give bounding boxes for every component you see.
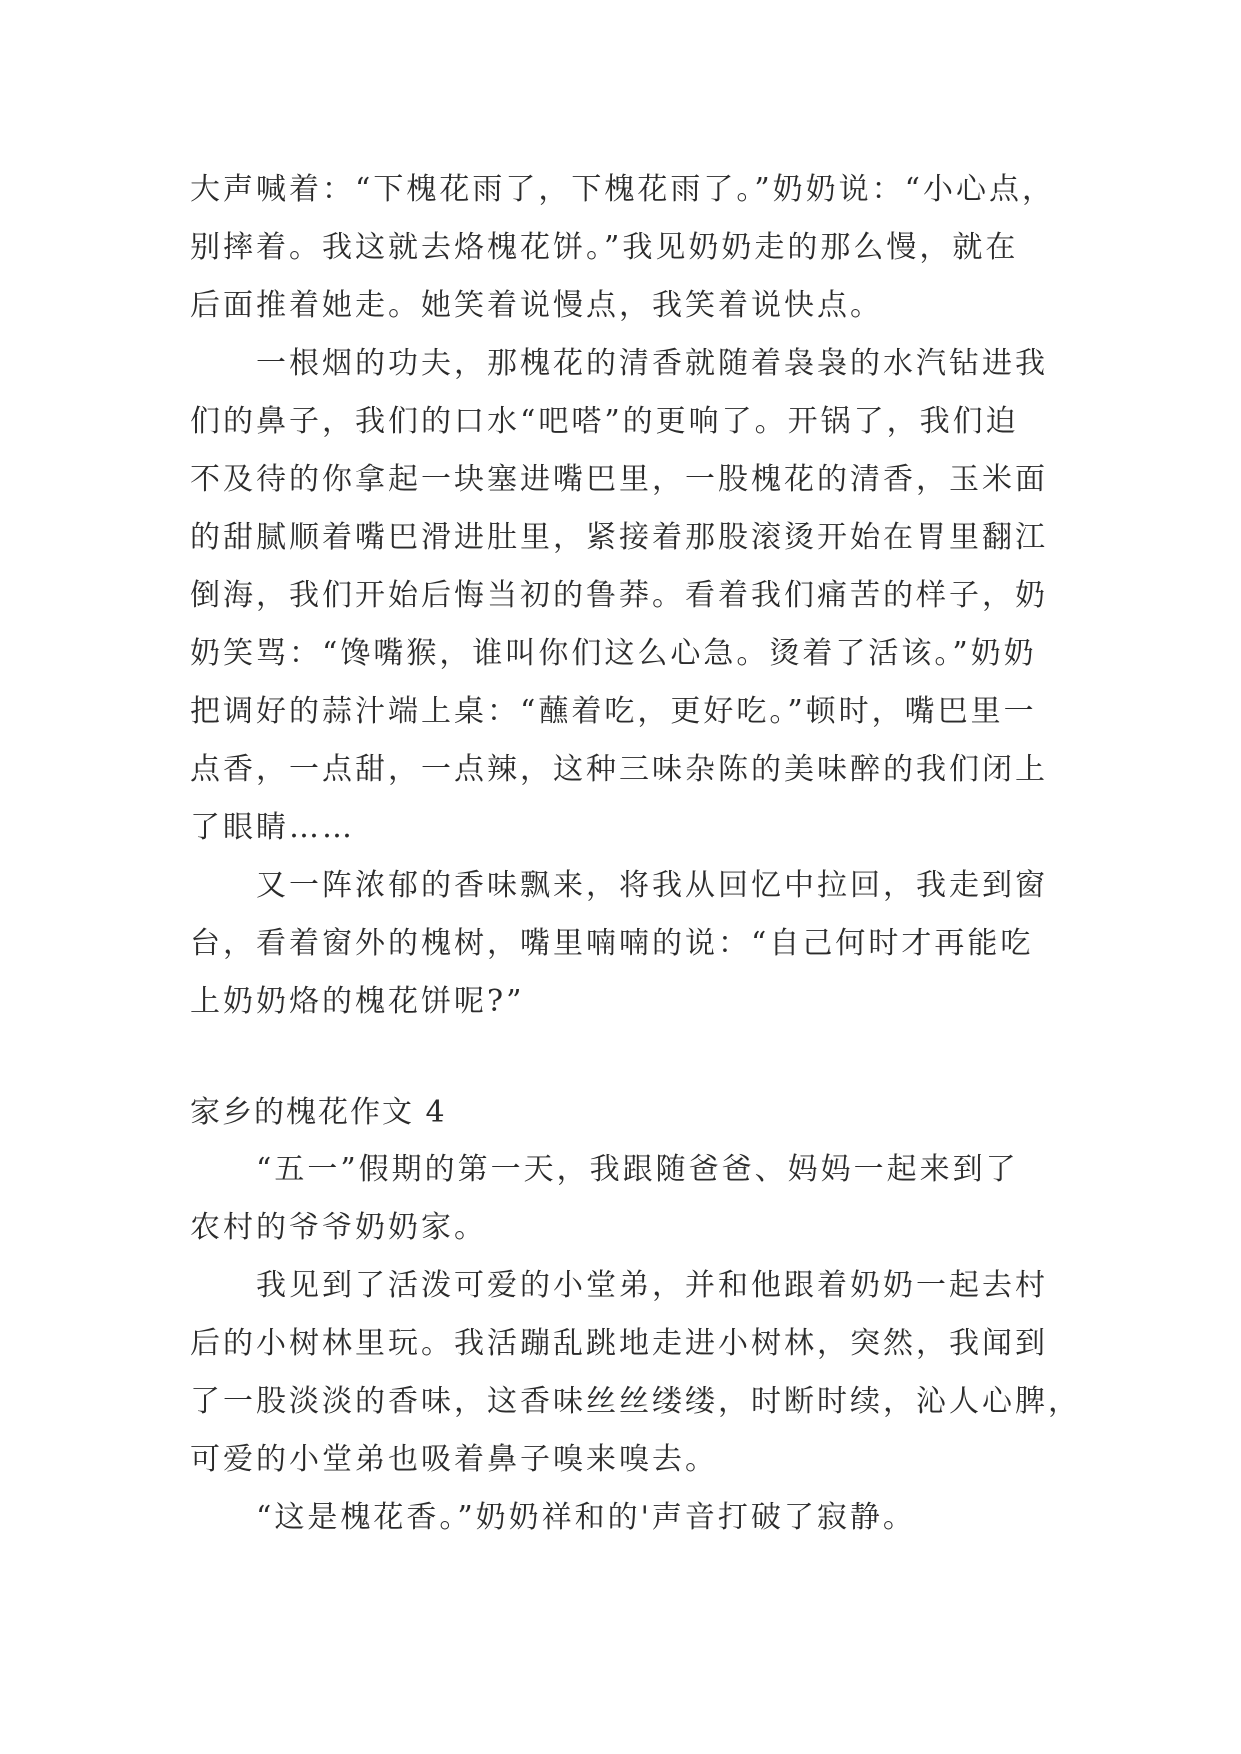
paragraph-2	[190, 335, 1052, 857]
text-line: 后面推着她走。她笑着说慢点，我笑着说快点。	[190, 288, 883, 323]
text-line: 台，看着窗外的槐树，嘴里喃喃的说：“自己何时才再能吃	[190, 926, 1034, 961]
section-title: 家乡的槐花作文 4	[190, 1095, 447, 1130]
text-line: 奶笑骂：“馋嘴猴，谁叫你们这么心急。烫着了活该。”奶奶	[190, 636, 1037, 671]
text-line: 倒海，我们开始后悔当初的鲁莽。看着我们痛苦的样子，奶	[190, 578, 1048, 613]
text-line: “五一”假期的第一天，我跟随爸爸、妈妈一起来到了	[256, 1152, 1019, 1187]
text-line: 了眼睛……	[190, 810, 355, 845]
text-line: 又一阵浓郁的香味飘来，将我从回忆中拉回，我走到窗	[256, 868, 1048, 903]
paragraph-1	[190, 161, 1056, 335]
text-line: 把调好的蒜汁端上桌：“蘸着吃，更好吃。”顿时，嘴巴里一	[190, 694, 1037, 729]
text-line: 我见到了活泼可爱的小堂弟，并和他跟着奶奶一起去村	[256, 1268, 1048, 1303]
text-line: 可爱的小堂弟也吸着鼻子嗅来嗅去。	[190, 1442, 718, 1477]
text-line: 了一股淡淡的香味，这香味丝丝缕缕，时断时续，沁人心脾，	[190, 1384, 1081, 1419]
text-line: 后的小树林里玩。我活蹦乱跳地走进小树林，突然，我闻到	[190, 1326, 1048, 1361]
section-heading	[190, 1084, 1052, 1142]
paragraph-6	[190, 1489, 1052, 1547]
text-line: 的甜腻顺着嘴巴滑进肚里，紧接着那股滚烫开始在胃里翻江	[190, 520, 1048, 555]
text-line: 别摔着。我这就去烙槐花饼。”我见奶奶走的那么慢，就在	[190, 230, 1019, 265]
text-line: 农村的爷爷奶奶家。	[190, 1210, 487, 1245]
text-line: 不及待的你拿起一块塞进嘴巴里，一股槐花的清香，玉米面	[190, 462, 1048, 497]
essay-body-top	[190, 161, 1056, 1031]
text-line: 们的鼻子，我们的口水“吧嗒”的更响了。开锅了，我们迫	[190, 404, 1019, 439]
paragraph-4	[190, 1141, 1052, 1257]
text-line: “这是槐花香。”奶奶祥和的'声音打破了寂静。	[256, 1500, 916, 1535]
text-line: 上奶奶烙的槐花饼呢?”	[190, 984, 525, 1019]
text-line: 大声喊着：“下槐花雨了，下槐花雨了。”奶奶说：“小心点，	[190, 172, 1056, 207]
text-line: 一根烟的功夫，那槐花的清香就随着袅袅的水汽钻进我	[256, 346, 1048, 381]
paragraph-5	[190, 1257, 1081, 1489]
essay-body-bottom	[190, 1141, 1081, 1547]
paragraph-3	[190, 857, 1052, 1031]
text-line: 点香，一点甜，一点辣，这种三味杂陈的美味醉的我们闭上	[190, 752, 1048, 787]
